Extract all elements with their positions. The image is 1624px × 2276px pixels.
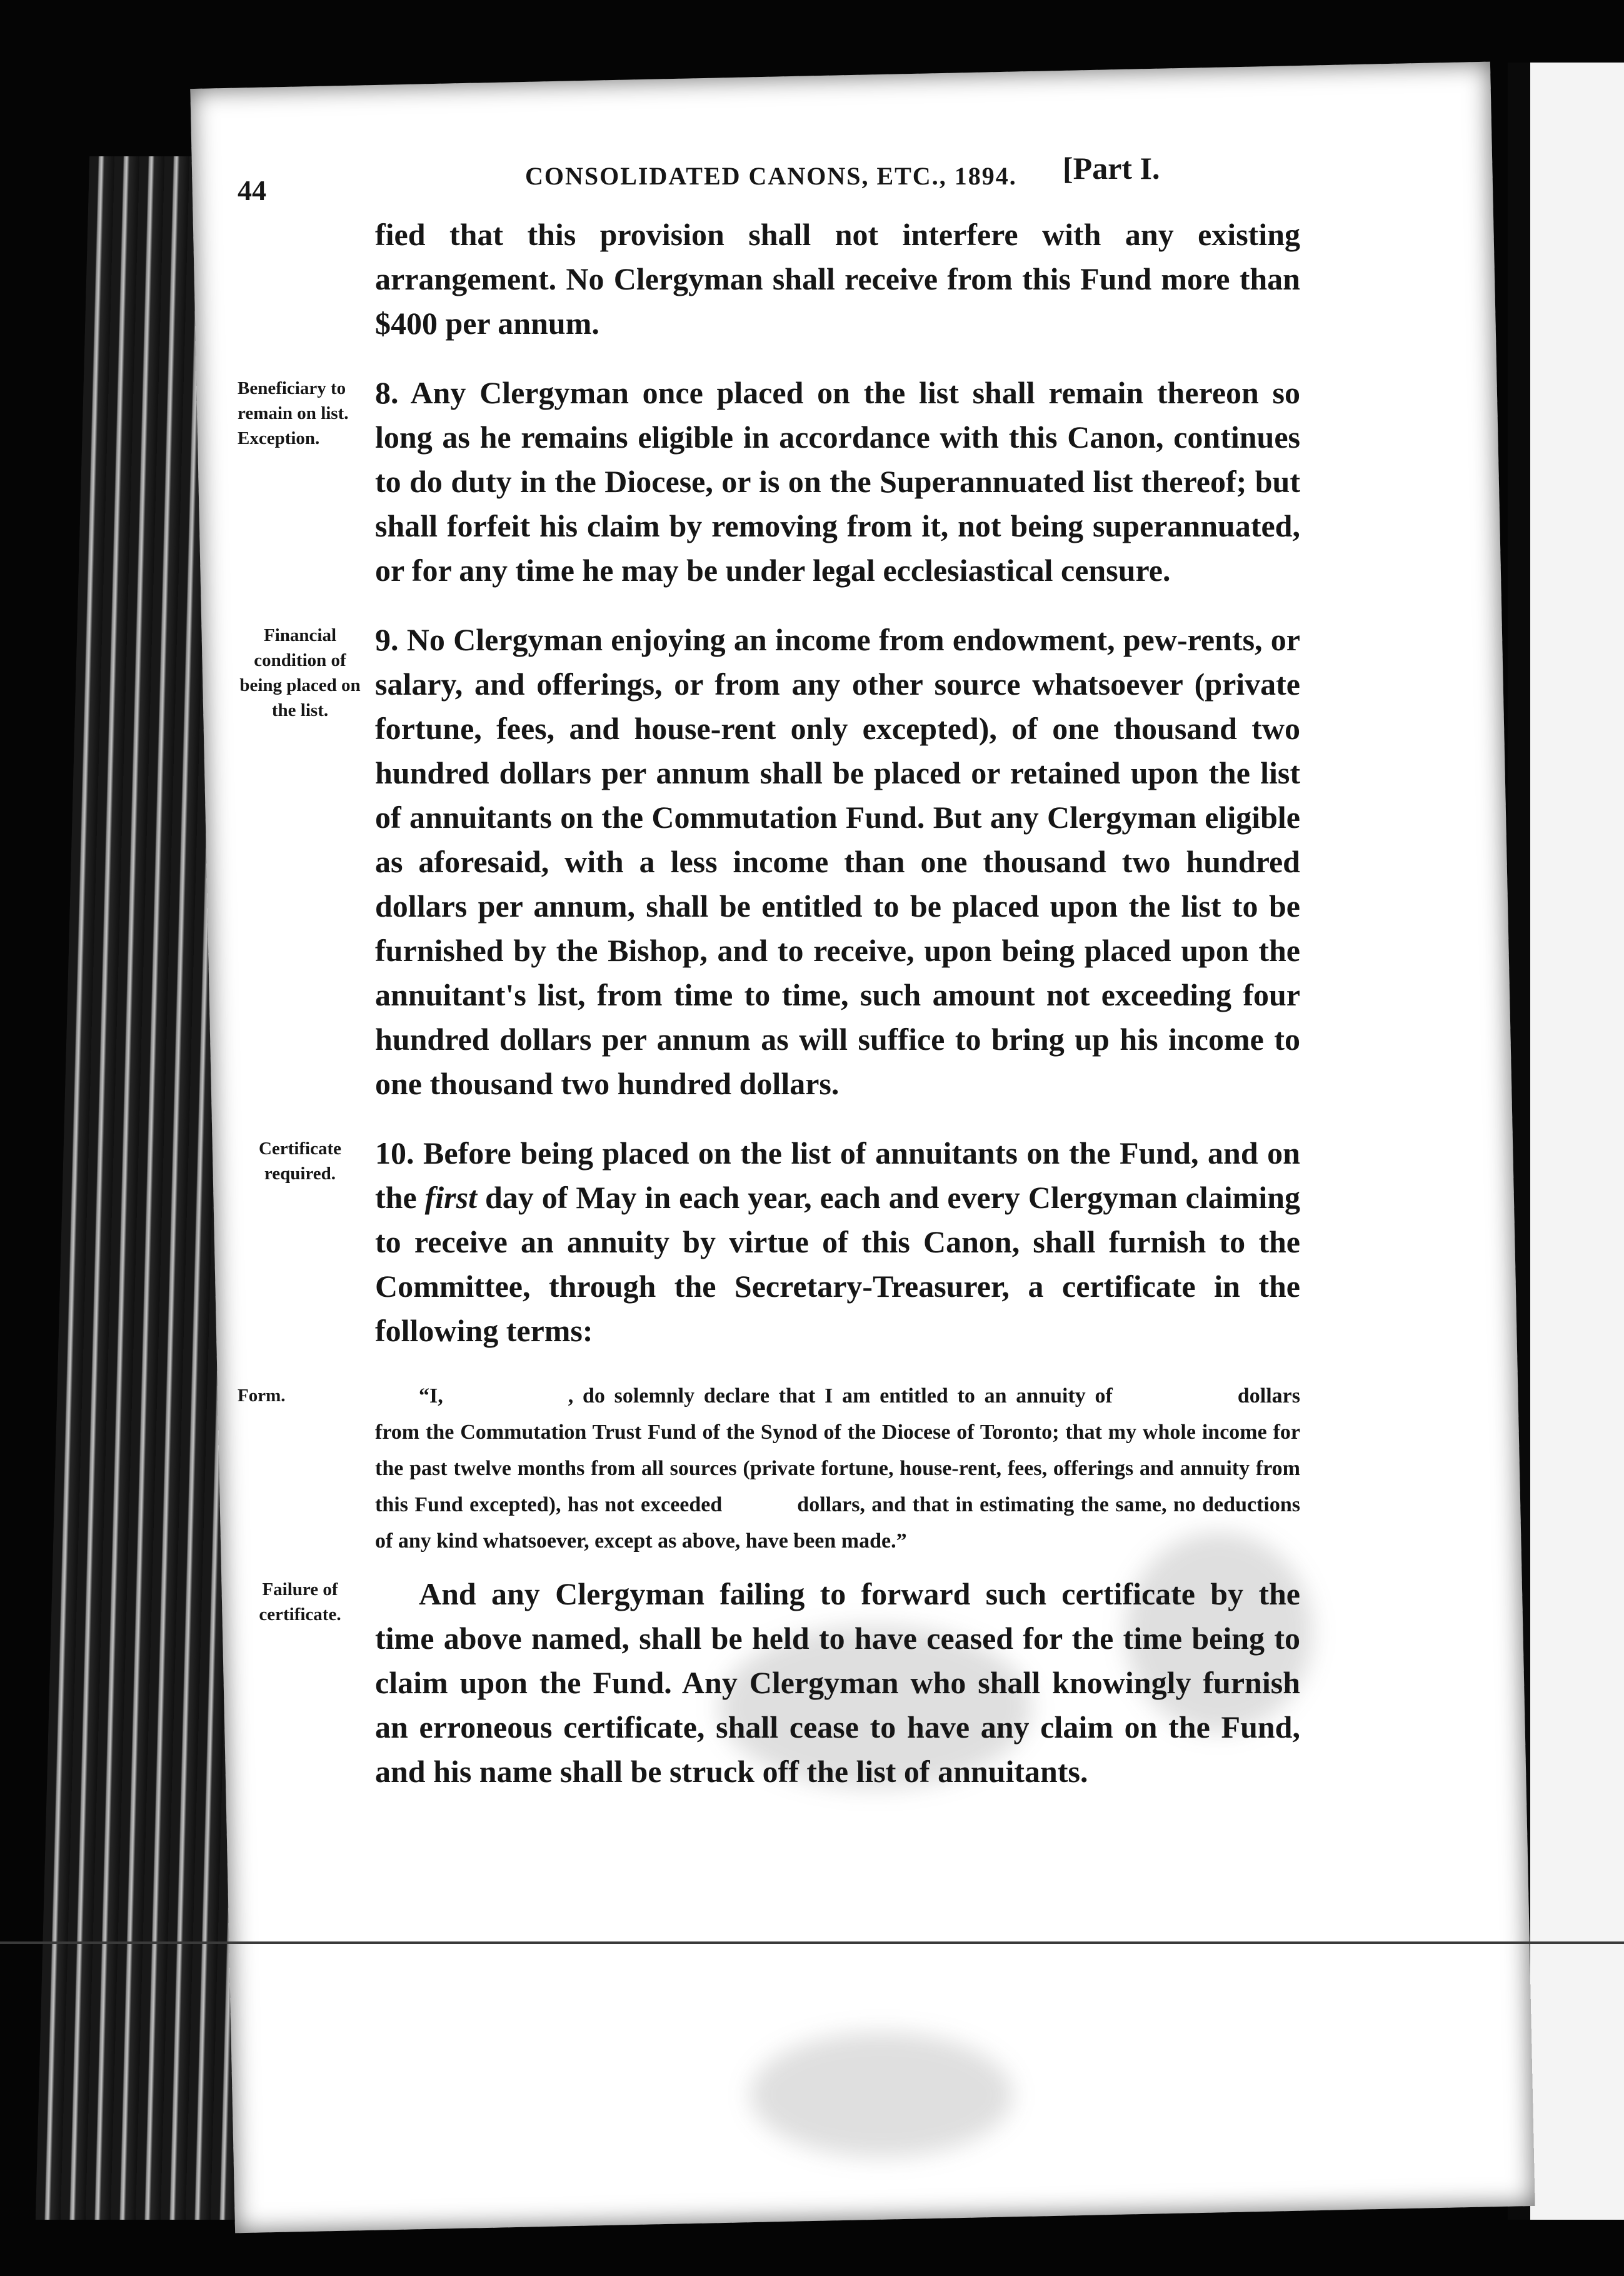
emphasis-text: first bbox=[424, 1180, 477, 1215]
margin-note: Failure of certificate. bbox=[259, 1579, 341, 1624]
section-text: 8. Any Clergyman once placed on the list shall remain thereon so long as he remains eligible in accordance with this Canon, continues to do duty in the Diocese, or is on the Superannuated list thereof; but shall forfeit his claim by removing from it, not being superannuated, or for any time he may be under legal ecclesiastical censure. bbox=[375, 375, 1300, 588]
margin-note: Financial condition of being placed on the list. bbox=[239, 625, 361, 720]
page-header bbox=[238, 144, 1300, 213]
section-9 bbox=[238, 618, 1300, 1106]
margin-note: Beneficiary to remain on list. Exception. bbox=[238, 378, 349, 448]
section-8 bbox=[238, 371, 1300, 593]
opening-text: fied that this provision shall not interfere with any existing arrangement. No Clergyman shall receive from this Fund more than $400 per annum. bbox=[375, 217, 1300, 341]
scan-line-artifact bbox=[0, 1941, 1624, 1944]
failure-text: And any Clergyman failing to forward such certificate by the time above named, shall be held to have ceased for the time being to claim upon the Fund. Any Clergyman who shall knowingly furnish an erroneous certificate, shall cease to have any claim on the Fund, and his name shall be struck off the list of annuitants. bbox=[375, 1576, 1300, 1789]
ink-smudge bbox=[750, 2032, 1013, 2157]
part-label: [Part I. bbox=[1063, 151, 1160, 186]
section-10 bbox=[238, 1131, 1300, 1353]
page-content bbox=[238, 144, 1300, 1794]
form-section bbox=[238, 1378, 1300, 1559]
margin-note: Certificate required. bbox=[258, 1139, 341, 1184]
section-text: 9. No Clergyman enjoying an income from endowment, pew-rents, or salary, and offerings, or from any other source whatsoever (private fortune, fees, and house-rent only excepted), of one thousand two hundred dollars per annum shall be placed or retained upon the list of annuitants on the Commutation Fund. But any Clergyman eligible as aforesaid, with a less income than one thousand two hundred dollars per annum, shall be entitled to be placed upon the list to be furnished by the Bishop, and to receive, upon being placed upon the annuitant's list, from time to time, such amount not exceeding four hundred dollars per annum as will suffice to bring up his income to one thousand two hundred dollars. bbox=[375, 622, 1300, 1101]
margin-note: Form. bbox=[238, 1386, 286, 1406]
page-number: 44 bbox=[238, 174, 266, 206]
form-text: “I, , do solemnly declare that I am entitled to an annuity of dollars from the Commutation Trust Fund of the Synod of the Diocese of Toronto; that my whole income for the past twelve months from all sources (private fortune, house-rent, fees, offerings and annuity from this Fund excepted), has not exceeded dollars, and that in estimating the same, no deductions of any kind whatsoever, except as above, have been made.” bbox=[375, 1384, 1300, 1553]
failure-section bbox=[238, 1572, 1300, 1794]
section-text: 10. Before being placed on the list of annuitants on the Fund, and on the first day of May in each year, each and every Clergyman claiming to receive an annuity by virtue of this Canon, shall furnish to the Committee, through the Secretary-Treasurer, a certificate in the following terms: bbox=[375, 1135, 1301, 1348]
running-head: CONSOLIDATED CANONS, ETC., 1894. bbox=[525, 162, 1017, 190]
opening-paragraph bbox=[238, 213, 1300, 346]
